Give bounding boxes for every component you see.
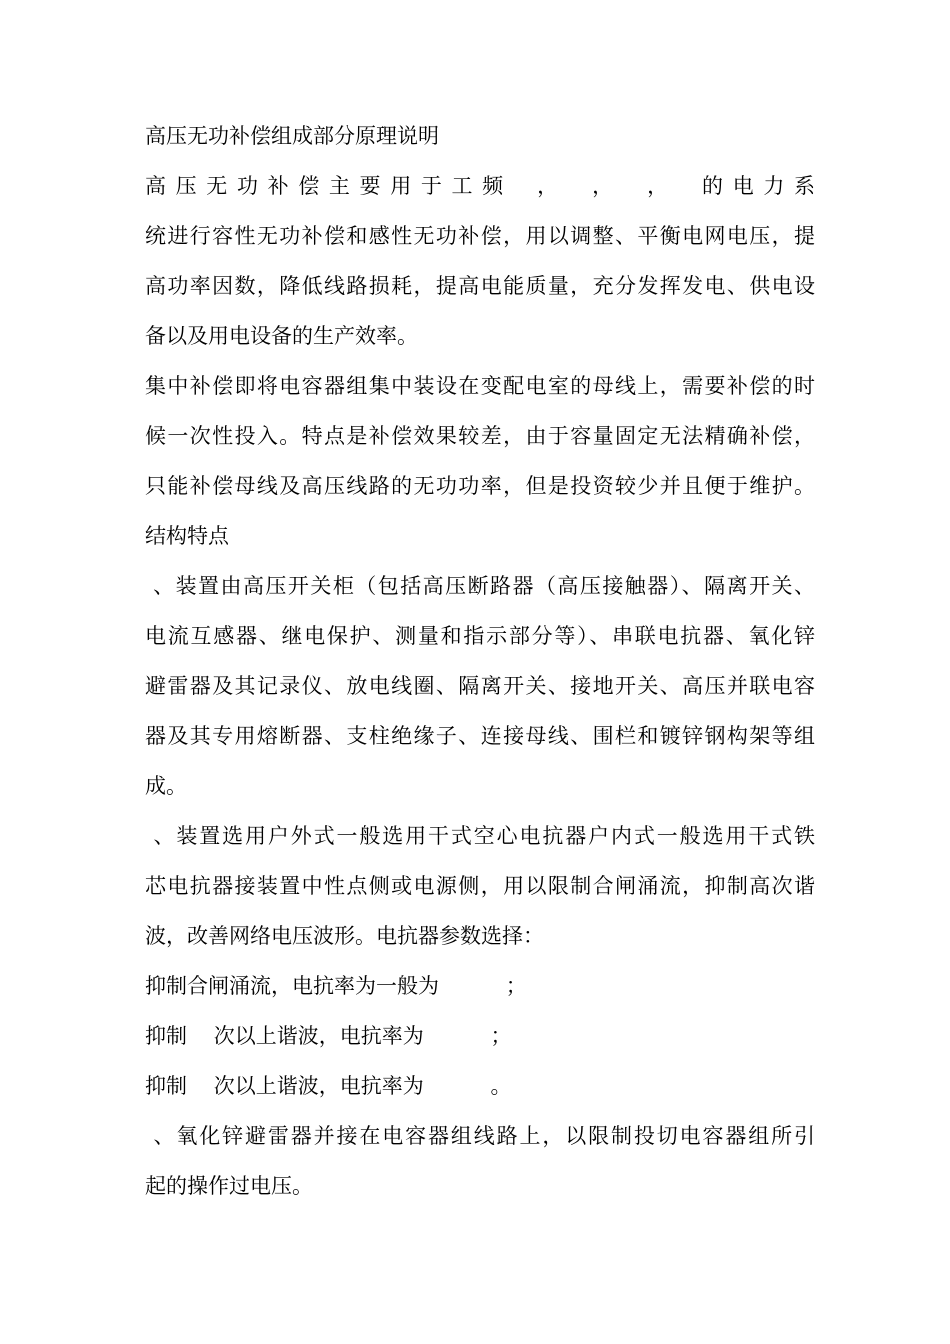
paragraph-line: 只能补偿母线及高压线路的无功功率，但是投资较少并且便于维护。 [145, 474, 815, 498]
paragraph-line: 起的操作过电压。 [145, 1174, 313, 1198]
reactor-parameter-line: 抑制 次以上谐波，电抗率为 ； [145, 1024, 512, 1048]
paragraph-line: 、氧化锌避雷器并接在电容器组线路上，以限制投切电容器组所引 [145, 1124, 815, 1148]
reactor-parameter-line: 抑制 次以上谐波，电抗率为 。 [145, 1074, 512, 1098]
paragraph-line: 避雷器及其记录仪、放电线圈、隔离开关、接地开关、高压并联电容 [145, 674, 815, 698]
paragraph-line: 候一次性投入。特点是补偿效果较差，由于容量固定无法精确补偿， [145, 424, 815, 448]
paragraph-line: 、装置选用户外式一般选用干式空心电抗器户内式一般选用干式铁 [145, 824, 815, 848]
paragraph-line: 统进行容性无功补偿和感性无功补偿，用以调整、平衡电网电压，提 [145, 224, 815, 248]
paragraph-line: 、装置由高压开关柜（包括高压断路器（高压接触器）、隔离开关、 [145, 574, 815, 598]
paragraph-line: 电流互感器、继电保护、测量和指示部分等）、串联电抗器、氧化锌 [145, 624, 815, 648]
section-heading: 结构特点 [145, 524, 229, 548]
reactor-parameter-line: 抑制合闸涌流，电抗率为一般为 ； [145, 974, 527, 998]
paragraph-line: 波，改善网络电压波形。电抗器参数选择： [145, 924, 544, 948]
document-title: 高压无功补偿组成部分原理说明 [145, 124, 439, 148]
paragraph-line: 高功率因数，降低线路损耗，提高电能质量，充分发挥发电、供电设 [145, 274, 815, 298]
paragraph-line: 器及其专用熔断器、支柱绝缘子、连接母线、围栏和镀锌钢构架等组 [145, 724, 815, 748]
paragraph-line: 芯电抗器接装置中性点侧或电源侧，用以限制合闸涌流，抑制高次谐 [145, 874, 815, 898]
paragraph-line: 成。 [145, 774, 187, 798]
paragraph-line: 集中补偿即将电容器组集中装设在变配电室的母线上，需要补偿的时 [145, 374, 815, 398]
paragraph-line: 备以及用电设备的生产效率。 [145, 324, 418, 348]
paragraph-line: 高压无功补偿主要用于工频 ， ， ， 的电力系 [145, 174, 815, 198]
